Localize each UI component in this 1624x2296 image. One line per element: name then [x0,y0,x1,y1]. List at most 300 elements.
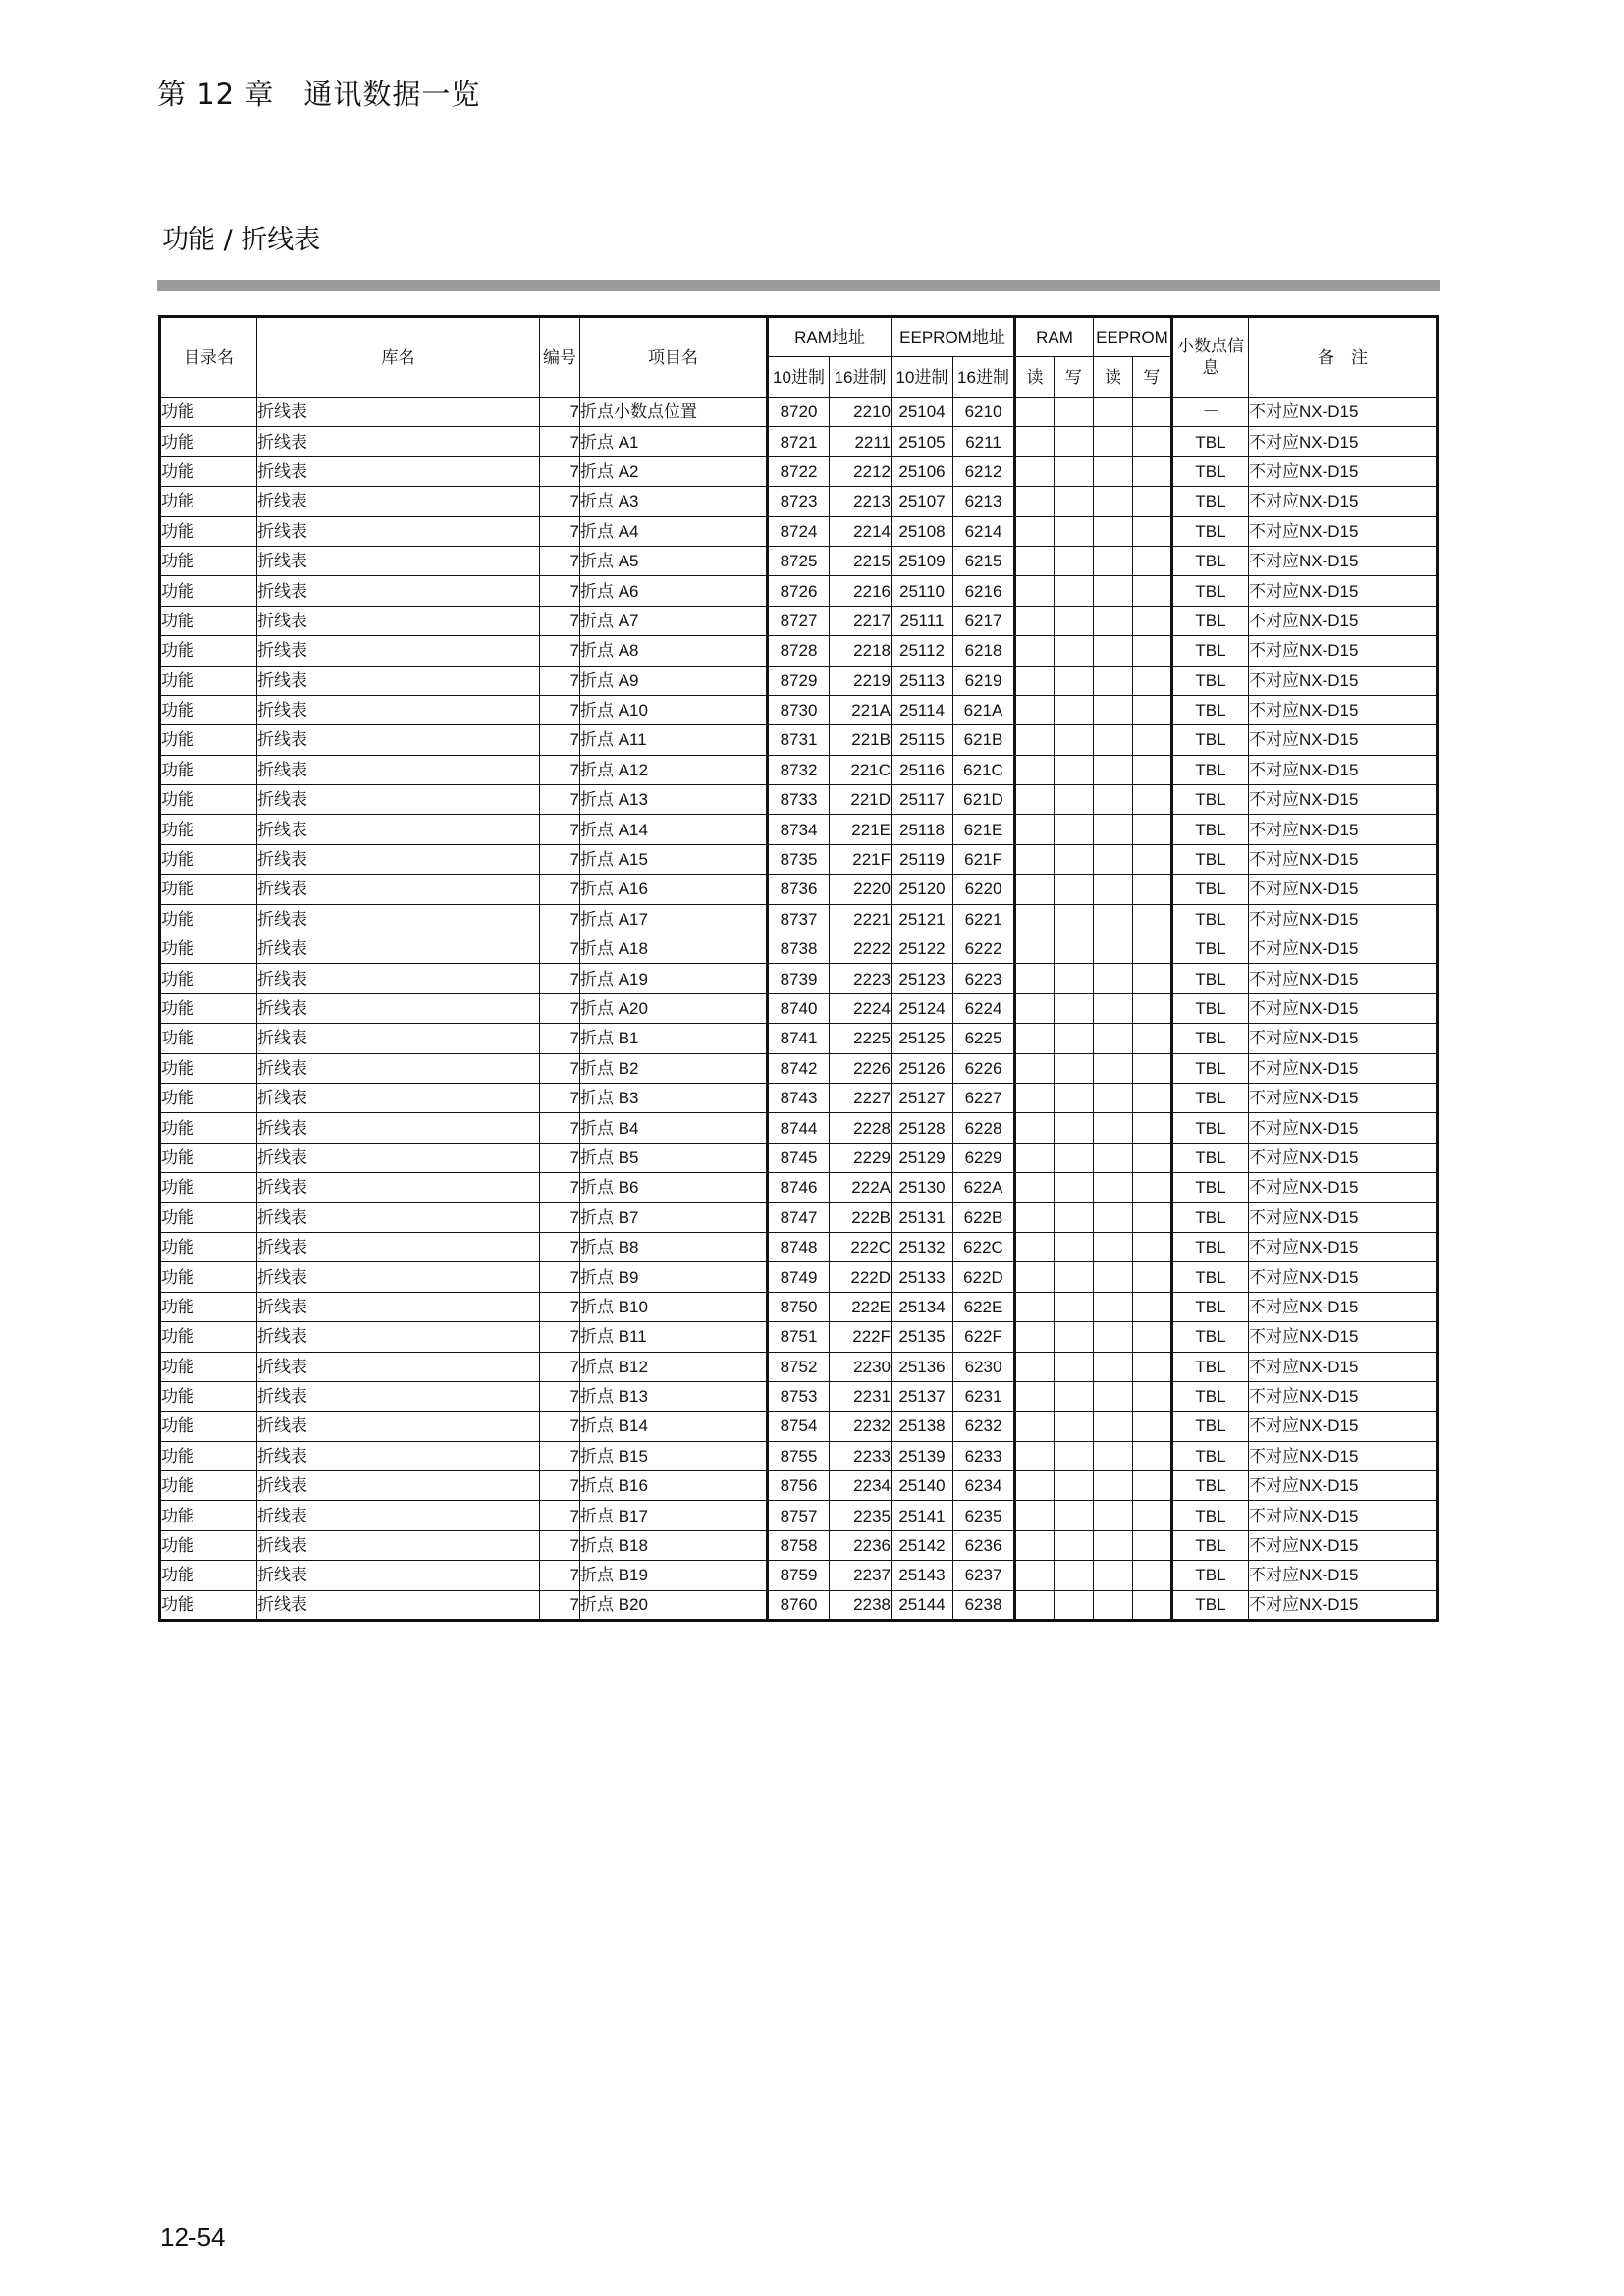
cell-item: 折点 A11 [580,725,768,755]
cell-ram16: 222B [830,1202,892,1232]
table-row [160,844,1438,874]
cell-ee10: 25112 [892,636,953,666]
cell-catalog: 功能 [160,546,257,575]
cell-num: 7 [540,934,580,964]
cell-ee-w [1133,755,1172,784]
cell-ee16: 6220 [953,875,1015,904]
cell-ee16: 6219 [953,666,1015,695]
cell-ram-r [1015,576,1055,606]
header-decimal-info: 小数点信息 [1172,317,1249,398]
cell-remarks: 不对应NX-D15 [1249,666,1438,695]
cell-ee-r [1094,1232,1133,1261]
header-library: 库名 [257,317,540,398]
cell-num: 7 [540,1262,580,1292]
cell-ram16: 2212 [830,456,892,486]
cell-item: 折点 A9 [580,666,768,695]
cell-remarks: 不对应NX-D15 [1249,1530,1438,1560]
cell-remarks: 不对应NX-D15 [1249,1143,1438,1172]
cell-ram-r [1015,1024,1055,1053]
cell-ram-r [1015,1232,1055,1261]
table-row [160,1441,1438,1470]
cell-ram10: 8734 [768,815,830,844]
cell-ee-r [1094,1173,1133,1202]
communication-data-table [158,315,1439,1622]
cell-ee-w [1133,1053,1172,1083]
cell-ee-w [1133,1322,1172,1352]
cell-item: 折点 B12 [580,1352,768,1381]
cell-library: 折线表 [257,1441,540,1470]
cell-num: 7 [540,606,580,635]
cell-remarks: 不对应NX-D15 [1249,398,1438,427]
cell-library: 折线表 [257,1561,540,1590]
cell-ee16: 621F [953,844,1015,874]
cell-decimal: TBL [1172,695,1249,724]
cell-ram16: 2228 [830,1113,892,1143]
cell-num: 7 [540,546,580,575]
cell-catalog: 功能 [160,904,257,934]
cell-catalog: 功能 [160,1441,257,1470]
cell-ram16: 2232 [830,1412,892,1441]
cell-decimal: TBL [1172,1471,1249,1501]
cell-item: 折点 B19 [580,1561,768,1590]
cell-library: 折线表 [257,1412,540,1441]
cell-num: 7 [540,456,580,486]
cell-item: 折点 B14 [580,1412,768,1441]
cell-item: 折点 A1 [580,427,768,456]
cell-num: 7 [540,1501,580,1530]
cell-ram-w [1055,1232,1094,1261]
cell-remarks: 不对应NX-D15 [1249,1441,1438,1470]
cell-ram-w [1055,1053,1094,1083]
cell-ram16: 2217 [830,606,892,635]
table-row [160,755,1438,784]
cell-ee16: 6218 [953,636,1015,666]
cell-num: 7 [540,1412,580,1441]
table-row [160,904,1438,934]
cell-item: 折点 B2 [580,1053,768,1083]
cell-ee16: 6236 [953,1530,1015,1560]
cell-catalog: 功能 [160,666,257,695]
cell-catalog: 功能 [160,576,257,606]
cell-item: 折点 B13 [580,1381,768,1411]
cell-decimal: TBL [1172,964,1249,993]
cell-remarks: 不对应NX-D15 [1249,785,1438,815]
cell-ram16: 222E [830,1292,892,1321]
cell-num: 7 [540,844,580,874]
cell-num: 7 [540,785,580,815]
cell-ram-r [1015,1471,1055,1501]
cell-num: 7 [540,993,580,1023]
cell-ram16: 2222 [830,934,892,964]
cell-ram16: 2210 [830,398,892,427]
cell-remarks: 不对应NX-D15 [1249,1412,1438,1441]
cell-ee-r [1094,1262,1133,1292]
cell-ee-w [1133,904,1172,934]
cell-ee-r [1094,1024,1133,1053]
cell-ee10: 25139 [892,1441,953,1470]
cell-item: 折点 B10 [580,1292,768,1321]
cell-ee16: 6233 [953,1441,1015,1470]
cell-ee16: 6222 [953,934,1015,964]
cell-ram-r [1015,993,1055,1023]
cell-ee16: 6225 [953,1024,1015,1053]
cell-decimal: TBL [1172,815,1249,844]
cell-remarks: 不对应NX-D15 [1249,516,1438,546]
cell-item: 折点 B5 [580,1143,768,1172]
cell-ee-w [1133,1590,1172,1620]
cell-ram10: 8725 [768,546,830,575]
cell-item: 折点 B11 [580,1322,768,1352]
cell-library: 折线表 [257,964,540,993]
cell-ram10: 8742 [768,1053,830,1083]
cell-library: 折线表 [257,1292,540,1321]
cell-ee-w [1133,1352,1172,1381]
cell-ram10: 8721 [768,427,830,456]
cell-num: 7 [540,666,580,695]
cell-ram16: 2223 [830,964,892,993]
cell-ram16: 221F [830,844,892,874]
table-row [160,1561,1438,1590]
cell-ee-r [1094,844,1133,874]
cell-num: 7 [540,1113,580,1143]
cell-ram10: 8748 [768,1232,830,1261]
cell-ee-w [1133,1202,1172,1232]
cell-remarks: 不对应NX-D15 [1249,487,1438,516]
cell-decimal: TBL [1172,606,1249,635]
cell-ram16: 2215 [830,546,892,575]
cell-ram-r [1015,666,1055,695]
cell-ee10: 25141 [892,1501,953,1530]
table-row [160,875,1438,904]
cell-library: 折线表 [257,636,540,666]
cell-ee-w [1133,725,1172,755]
cell-ee-r [1094,576,1133,606]
cell-num: 7 [540,576,580,606]
cell-ram16: 2237 [830,1561,892,1590]
cell-ee-r [1094,516,1133,546]
cell-ee-r [1094,487,1133,516]
cell-ram16: 2225 [830,1024,892,1053]
cell-ee10: 25117 [892,785,953,815]
cell-ram-r [1015,636,1055,666]
cell-ee-r [1094,1352,1133,1381]
cell-item: 折点 B18 [580,1530,768,1560]
table-row [160,1471,1438,1501]
cell-ee-r [1094,1113,1133,1143]
cell-catalog: 功能 [160,1530,257,1560]
header-ram-read: 读 [1015,357,1055,398]
cell-ram10: 8728 [768,636,830,666]
cell-decimal: TBL [1172,576,1249,606]
cell-ee16: 6232 [953,1412,1015,1441]
table-row [160,666,1438,695]
cell-ram10: 8730 [768,695,830,724]
cell-ram-w [1055,576,1094,606]
table-row [160,1412,1438,1441]
cell-ram16: 2226 [830,1053,892,1083]
cell-remarks: 不对应NX-D15 [1249,1292,1438,1321]
cell-catalog: 功能 [160,1262,257,1292]
cell-ram-w [1055,1262,1094,1292]
cell-ee10: 25131 [892,1202,953,1232]
header-ram-dec: 10进制 [768,357,830,398]
cell-ram10: 8722 [768,456,830,486]
cell-ee16: 6230 [953,1352,1015,1381]
cell-library: 折线表 [257,456,540,486]
cell-ram-r [1015,755,1055,784]
cell-ee16: 621B [953,725,1015,755]
cell-ee-r [1094,1322,1133,1352]
cell-ram16: 222A [830,1173,892,1202]
cell-ram-w [1055,546,1094,575]
cell-ram-r [1015,398,1055,427]
cell-remarks: 不对应NX-D15 [1249,606,1438,635]
cell-ram-w [1055,1024,1094,1053]
cell-catalog: 功能 [160,1590,257,1620]
cell-ee-w [1133,844,1172,874]
cell-ram10: 8753 [768,1381,830,1411]
cell-item: 折点 A7 [580,606,768,635]
cell-ram-w [1055,1083,1094,1112]
cell-ee10: 25115 [892,725,953,755]
cell-num: 7 [540,1471,580,1501]
cell-library: 折线表 [257,398,540,427]
cell-ram-w [1055,1501,1094,1530]
cell-ram16: 2233 [830,1441,892,1470]
cell-item: 折点 A14 [580,815,768,844]
cell-ee10: 25133 [892,1262,953,1292]
cell-ee-w [1133,1561,1172,1590]
cell-ram10: 8746 [768,1173,830,1202]
cell-item: 折点 A10 [580,695,768,724]
cell-ee-w [1133,785,1172,815]
cell-ee-w [1133,398,1172,427]
cell-ram-r [1015,875,1055,904]
table-row [160,1322,1438,1352]
cell-remarks: 不对应NX-D15 [1249,695,1438,724]
cell-library: 折线表 [257,1381,540,1411]
cell-ee10: 25116 [892,755,953,784]
cell-ee-r [1094,755,1133,784]
cell-num: 7 [540,875,580,904]
cell-ram-w [1055,1292,1094,1321]
cell-catalog: 功能 [160,993,257,1023]
cell-catalog: 功能 [160,1561,257,1590]
cell-ee16: 6235 [953,1501,1015,1530]
cell-ram-r [1015,725,1055,755]
cell-ram10: 8737 [768,904,830,934]
cell-remarks: 不对应NX-D15 [1249,427,1438,456]
cell-remarks: 不对应NX-D15 [1249,1053,1438,1083]
cell-ee-r [1094,1381,1133,1411]
cell-ee10: 25107 [892,487,953,516]
cell-remarks: 不对应NX-D15 [1249,934,1438,964]
header-eeprom: EEPROM [1094,317,1172,357]
cell-ram-r [1015,695,1055,724]
cell-ee-r [1094,993,1133,1023]
cell-catalog: 功能 [160,1381,257,1411]
cell-num: 7 [540,1322,580,1352]
cell-ram10: 8760 [768,1590,830,1620]
cell-ram-r [1015,1292,1055,1321]
cell-remarks: 不对应NX-D15 [1249,456,1438,486]
cell-remarks: 不对应NX-D15 [1249,546,1438,575]
cell-library: 折线表 [257,815,540,844]
cell-ram-r [1015,1202,1055,1232]
table-body [160,398,1438,1621]
cell-ram10: 8744 [768,1113,830,1143]
cell-ram-r [1015,1501,1055,1530]
cell-remarks: 不对应NX-D15 [1249,1590,1438,1620]
cell-ee10: 25119 [892,844,953,874]
cell-ee-w [1133,964,1172,993]
cell-catalog: 功能 [160,456,257,486]
cell-num: 7 [540,1053,580,1083]
cell-decimal: TBL [1172,1292,1249,1321]
cell-decimal: TBL [1172,1590,1249,1620]
cell-catalog: 功能 [160,516,257,546]
cell-library: 折线表 [257,487,540,516]
cell-ram-w [1055,516,1094,546]
cell-item: 折点 B20 [580,1590,768,1620]
cell-ram-r [1015,1561,1055,1590]
cell-ee10: 25113 [892,666,953,695]
cell-ee16: 6234 [953,1471,1015,1501]
cell-remarks: 不对应NX-D15 [1249,815,1438,844]
cell-decimal: TBL [1172,1530,1249,1560]
cell-ram-r [1015,815,1055,844]
cell-ee10: 25111 [892,606,953,635]
cell-ee10: 25124 [892,993,953,1023]
cell-ee16: 6237 [953,1561,1015,1590]
cell-item: 折点 B16 [580,1471,768,1501]
cell-decimal: TBL [1172,755,1249,784]
cell-num: 7 [540,1352,580,1381]
cell-ee10: 25106 [892,456,953,486]
cell-decimal: TBL [1172,1412,1249,1441]
cell-ee-w [1133,606,1172,635]
cell-ee10: 25108 [892,516,953,546]
table-row [160,1173,1438,1202]
cell-decimal: TBL [1172,546,1249,575]
cell-ee16: 621A [953,695,1015,724]
cell-ram-r [1015,516,1055,546]
cell-catalog: 功能 [160,636,257,666]
cell-ram-r [1015,1412,1055,1441]
cell-ee-w [1133,576,1172,606]
cell-ee-r [1094,1471,1133,1501]
cell-ram-w [1055,1471,1094,1501]
cell-ram-r [1015,1173,1055,1202]
cell-decimal: TBL [1172,993,1249,1023]
cell-ram10: 8731 [768,725,830,755]
cell-num: 7 [540,1441,580,1470]
cell-ram-w [1055,1322,1094,1352]
table-row [160,516,1438,546]
cell-num: 7 [540,1590,580,1620]
cell-remarks: 不对应NX-D15 [1249,1352,1438,1381]
cell-ram16: 222F [830,1322,892,1352]
cell-ee16: 622A [953,1173,1015,1202]
cell-catalog: 功能 [160,398,257,427]
cell-library: 折线表 [257,1471,540,1501]
page-number: 12-54 [160,2222,226,2252]
cell-item: 折点 B1 [580,1024,768,1053]
cell-ee16: 6212 [953,456,1015,486]
cell-decimal: TBL [1172,1202,1249,1232]
cell-decimal: TBL [1172,1083,1249,1112]
cell-ram-r [1015,1083,1055,1112]
cell-ee16: 6211 [953,427,1015,456]
cell-library: 折线表 [257,546,540,575]
cell-ram10: 8754 [768,1412,830,1441]
table-row [160,1352,1438,1381]
cell-ee10: 25135 [892,1322,953,1352]
cell-ram16: 2235 [830,1501,892,1530]
cell-ram10: 8723 [768,487,830,516]
cell-ee-r [1094,875,1133,904]
cell-item: 折点 A15 [580,844,768,874]
cell-num: 7 [540,636,580,666]
cell-ee10: 25140 [892,1471,953,1501]
header-ram-address: RAM地址 [768,317,892,357]
header-number: 编号 [540,317,580,398]
table-row [160,1530,1438,1560]
cell-ram10: 8756 [768,1471,830,1501]
cell-ee-w [1133,1471,1172,1501]
cell-catalog: 功能 [160,606,257,635]
cell-ram10: 8750 [768,1292,830,1321]
cell-ee-w [1133,1232,1172,1261]
cell-remarks: 不对应NX-D15 [1249,875,1438,904]
cell-ram-w [1055,636,1094,666]
cell-ram16: 2224 [830,993,892,1023]
cell-ee-w [1133,1143,1172,1172]
cell-ee16: 6229 [953,1143,1015,1172]
cell-item: 折点 A5 [580,546,768,575]
cell-ee-r [1094,964,1133,993]
cell-num: 7 [540,1202,580,1232]
cell-ram-w [1055,427,1094,456]
cell-ram-w [1055,1113,1094,1143]
cell-ram-r [1015,1441,1055,1470]
cell-ee16: 6217 [953,606,1015,635]
cell-library: 折线表 [257,516,540,546]
cell-ee16: 6227 [953,1083,1015,1112]
cell-ee-r [1094,1412,1133,1441]
cell-num: 7 [540,516,580,546]
cell-ee10: 25132 [892,1232,953,1261]
header-eeprom-read: 读 [1094,357,1133,398]
cell-ram-r [1015,1352,1055,1381]
cell-remarks: 不对应NX-D15 [1249,1202,1438,1232]
table-row [160,636,1438,666]
cell-remarks: 不对应NX-D15 [1249,1322,1438,1352]
cell-ram-r [1015,456,1055,486]
cell-catalog: 功能 [160,1083,257,1112]
cell-item: 折点 A18 [580,934,768,964]
cell-ee10: 25121 [892,904,953,934]
cell-ram-w [1055,1561,1094,1590]
cell-ee16: 622E [953,1292,1015,1321]
cell-decimal: TBL [1172,636,1249,666]
cell-decimal: TBL [1172,1053,1249,1083]
cell-ee16: 622F [953,1322,1015,1352]
cell-ee16: 6210 [953,398,1015,427]
cell-ee10: 25143 [892,1561,953,1590]
cell-ee16: 621E [953,815,1015,844]
cell-ee16: 621D [953,785,1015,815]
